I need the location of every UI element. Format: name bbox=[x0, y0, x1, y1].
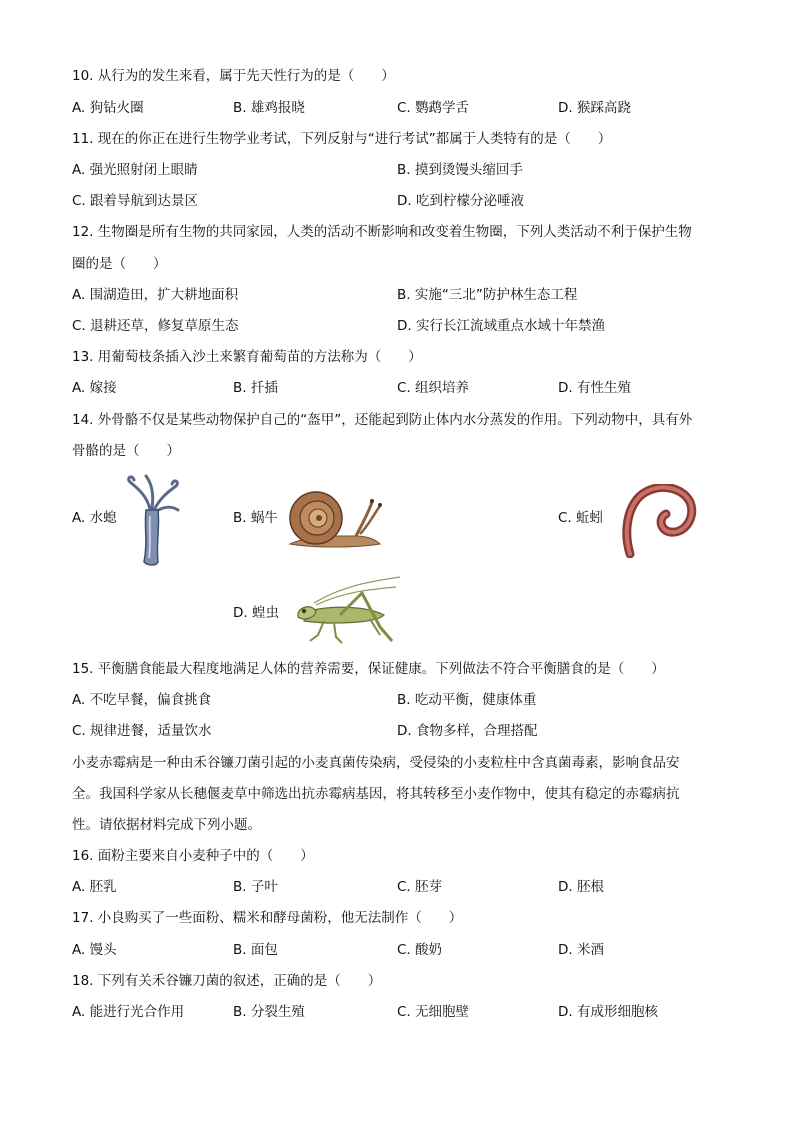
q14-option-d: D. 蝗虫 bbox=[233, 605, 279, 621]
question-12-stem-line2: 圈的是（ ） bbox=[72, 256, 167, 272]
q13-option-d: D. 有性生殖 bbox=[558, 380, 631, 396]
q11-option-a: A. 强光照射闭上眼睛 bbox=[72, 162, 198, 178]
hydra-image bbox=[122, 470, 182, 568]
q10-option-a: A. 狗钻火圈 bbox=[72, 100, 144, 116]
question-10-stem: 10. 从行为的发生来看，属于先天性行为的是（ ） bbox=[72, 68, 395, 84]
q13-option-c: C. 组织培养 bbox=[397, 380, 470, 396]
snail-image bbox=[284, 484, 384, 552]
q17-option-d: D. 米酒 bbox=[558, 942, 604, 958]
q10-option-d: D. 猴踩高跷 bbox=[558, 100, 631, 116]
material-line-1: 小麦赤霉病是一种由禾谷镰刀菌引起的小麦真菌传染病，受侵染的小麦粒柱中含真菌毒素，影响食品安 bbox=[72, 755, 680, 771]
q15-option-b: B. 吃动平衡，健康体重 bbox=[397, 692, 537, 708]
q11-option-b: B. 摸到烫馒头缩回手 bbox=[397, 162, 523, 178]
q11-option-d: D. 吃到柠檬分泌唾液 bbox=[397, 193, 524, 209]
material-line-3: 性。请依据材料完成下列小题。 bbox=[72, 817, 261, 833]
question-15-stem: 15. 平衡膳食能最大程度地满足人体的营养需要，保证健康。下列做法不符合平衡膳食的是（ ） bbox=[72, 661, 665, 677]
q10-option-c: C. 鹦鹉学舌 bbox=[397, 100, 470, 116]
material-line-2: 全。我国科学家从长穗偃麦草中筛选出抗赤霉病基因，将其转移至小麦作物中，使其有稳定的赤霉病抗 bbox=[72, 786, 680, 802]
q18-option-d: D. 有成形细胞核 bbox=[558, 1004, 658, 1020]
q18-option-a: A. 能进行光合作用 bbox=[72, 1004, 185, 1020]
q12-option-d: D. 实行长江流域重点水域十年禁渔 bbox=[397, 318, 605, 334]
q12-option-a: A. 围湖造田，扩大耕地面积 bbox=[72, 287, 239, 303]
question-18-stem: 18. 下列有关禾谷镰刀菌的叙述，正确的是（ ） bbox=[72, 973, 382, 989]
q13-option-a: A. 嫁接 bbox=[72, 380, 117, 396]
question-17-stem: 17. 小良购买了一些面粉、糯米和酵母菌粉，他无法制作（ ） bbox=[72, 910, 463, 926]
q18-option-b: B. 分裂生殖 bbox=[233, 1004, 305, 1020]
q14-option-b: B. 蜗牛 bbox=[233, 510, 278, 526]
question-12-stem-line1: 12. 生物圈是所有生物的共同家园，人类的活动不断影响和改变着生物圈，下列人类活动不利于保护生物 bbox=[72, 224, 692, 240]
q10-option-b: B. 雄鸡报晓 bbox=[233, 100, 305, 116]
q17-option-a: A. 馒头 bbox=[72, 942, 117, 958]
q13-option-b: B. 扦插 bbox=[233, 380, 278, 396]
question-13-stem: 13. 用葡萄枝条插入沙土来繁育葡萄苗的方法称为（ ） bbox=[72, 349, 422, 365]
q11-option-c: C. 跟着导航到达景区 bbox=[72, 193, 199, 209]
q14-option-a: A. 水螅 bbox=[72, 510, 117, 526]
q17-option-c: C. 酸奶 bbox=[397, 942, 443, 958]
question-16-stem: 16. 面粉主要来自小麦种子中的（ ） bbox=[72, 848, 314, 864]
q17-option-b: B. 面包 bbox=[233, 942, 278, 958]
q14-option-c: C. 蚯蚓 bbox=[558, 510, 604, 526]
q15-option-c: C. 规律进餐，适量饮水 bbox=[72, 723, 212, 739]
q16-option-d: D. 胚根 bbox=[558, 879, 604, 895]
q16-option-c: C. 胚芽 bbox=[397, 879, 443, 895]
question-14-stem-line1: 14. 外骨骼不仅是某些动物保护自己的“盔甲”，还能起到防止体内水分蒸发的作用。下列动物中，具有外 bbox=[72, 412, 693, 428]
q12-option-c: C. 退耕还草，修复草原生态 bbox=[72, 318, 239, 334]
q12-option-b: B. 实施“三北”防护林生态工程 bbox=[397, 287, 578, 303]
earthworm-image bbox=[620, 484, 698, 558]
q16-option-a: A. 胚乳 bbox=[72, 879, 117, 895]
q15-option-a: A. 不吃早餐，偏食挑食 bbox=[72, 692, 212, 708]
question-14-stem-line2: 骨骼的是（ ） bbox=[72, 443, 180, 459]
locust-image bbox=[284, 575, 402, 647]
q15-option-d: D. 食物多样，合理搭配 bbox=[397, 723, 538, 739]
q18-option-c: C. 无细胞壁 bbox=[397, 1004, 470, 1020]
question-11-stem: 11. 现在的你正在进行生物学业考试，下列反射与“进行考试”都属于人类特有的是（ ） bbox=[72, 131, 612, 147]
q16-option-b: B. 子叶 bbox=[233, 879, 278, 895]
